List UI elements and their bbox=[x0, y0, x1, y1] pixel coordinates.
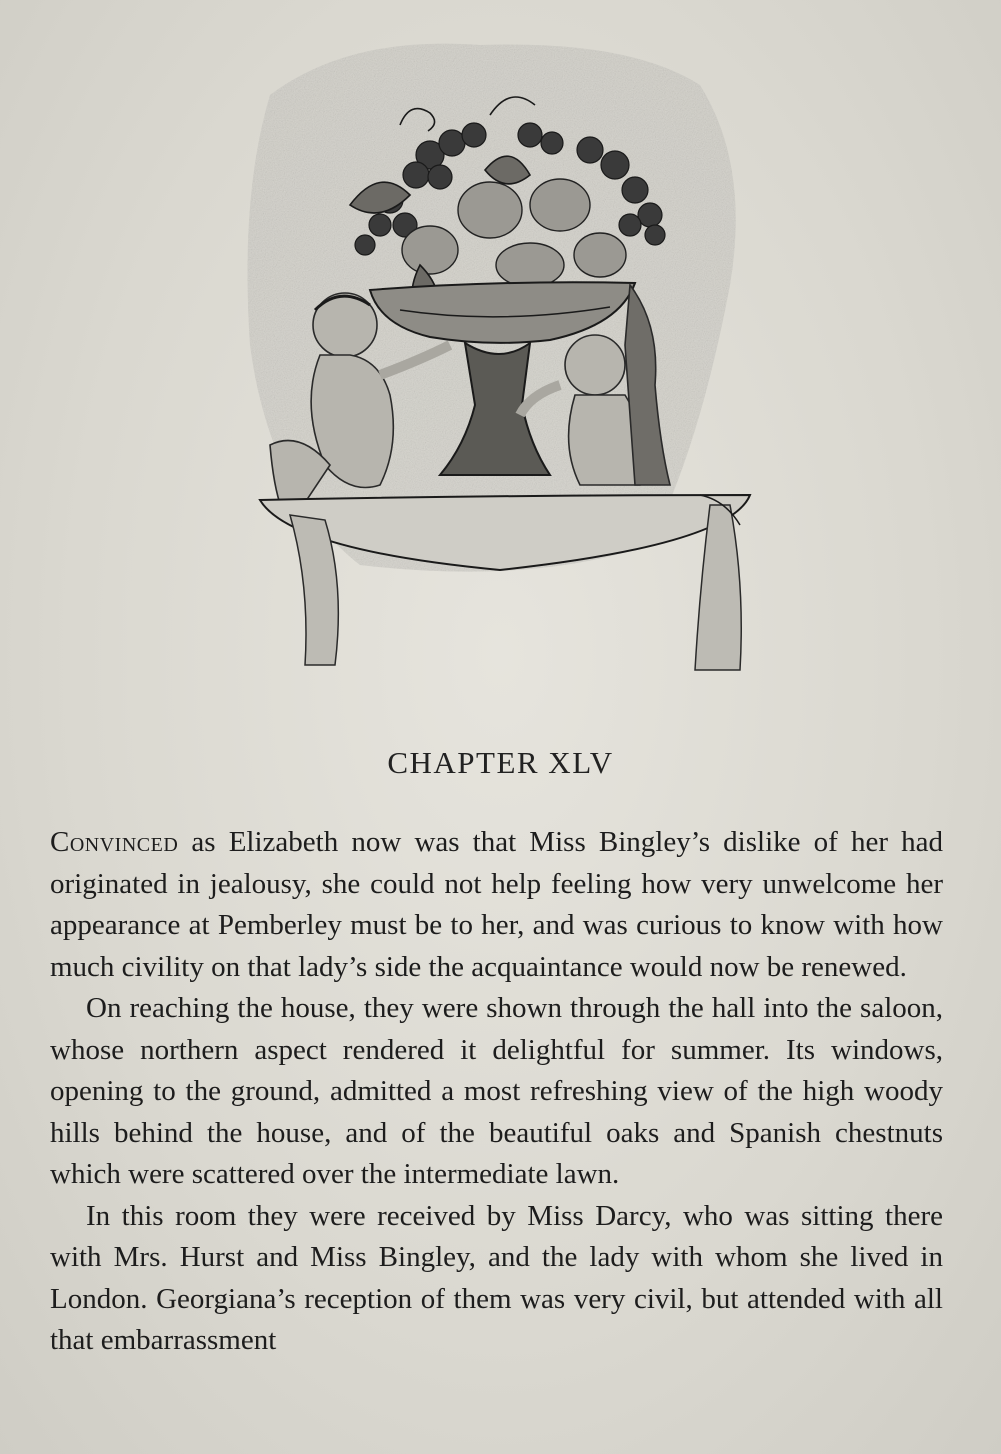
paragraph bbox=[50, 1196, 943, 1362]
paragraph-text: In this room they were received by Miss Darcy, who was sitting there with Mrs. Hurst and Miss Bingley, and the lady with whom she lived in London. Georgiana’s reception of them was very civil, but attended with all that embarrassment bbox=[50, 1199, 943, 1356]
paragraph bbox=[50, 988, 943, 1196]
chapter-title: CHAPTER XLV bbox=[387, 745, 614, 780]
paragraph-lead: Convinced bbox=[50, 826, 179, 858]
paragraph-text: as Elizabeth now was that Miss Bingley’s dislike of her had originated in jealousy, she could not help feeling how very unwelcome her appearance at Pemberley must be to her, and was curious to know with how much civility on that lady’s side the acquaintance would now be renewed. bbox=[50, 826, 943, 983]
fruit-bowl-illustration bbox=[230, 25, 770, 685]
paragraph bbox=[50, 822, 943, 988]
chapter-body bbox=[50, 822, 943, 1362]
paragraph-text: On reaching the house, they were shown through the hall into the saloon, whose northern aspect rendered it delightful for summer. Its windows, opening to the ground, admitted a most refreshing view of the high woody hills behind the house, and of the beautiful oaks and Spanish chestnuts which were scattered over the intermediate lawn. bbox=[50, 992, 943, 1190]
